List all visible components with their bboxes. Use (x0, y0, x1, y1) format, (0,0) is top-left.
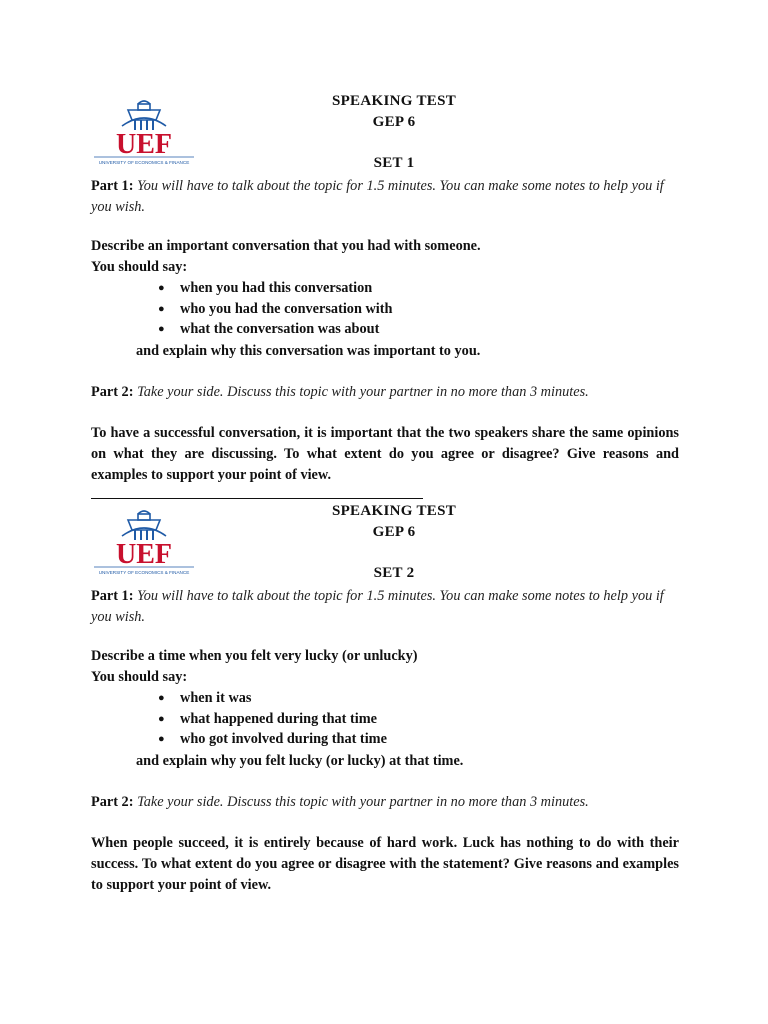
part1-text: You will have to talk about the topic for 1.5 minutes. You can make some notes to help you if you wish. (91, 178, 664, 215)
list-item: ● when you had this conversation (158, 278, 393, 299)
part1-label: Part 1: (91, 178, 134, 194)
part1-instruction (91, 176, 679, 217)
discussion-question: When people succeed, it is entirely because of hard work. Luck has nothing to do with their success. To what extent do you agree or disagree with the statement? Give reasons and examples to support your point of view. (91, 835, 679, 893)
should-say-label: You should say: (91, 259, 188, 275)
should-say-label: You should say: (91, 669, 188, 685)
topic-bullets (158, 688, 387, 750)
list-item: ● what the conversation was about (158, 319, 393, 340)
test-subtitle: GEP 6 (372, 114, 416, 130)
list-item: ● what happened during that time (158, 709, 387, 730)
discussion-question: To have a successful conversation, it is important that the two speakers share the same opinions on what they are discussing. To what extent do you agree or disagree? Give reasons and examples to support your point of view. (91, 425, 679, 483)
test-subtitle: GEP 6 (372, 524, 416, 540)
part2-text: Take your side. Discuss this topic with your partner in no more than 3 minutes. (137, 794, 589, 810)
part1-label: Part 1: (91, 588, 134, 604)
explain-line: and explain why you felt lucky (or lucky) at that time. (136, 753, 464, 769)
test-title: SPEAKING TEST (331, 503, 457, 519)
part2-label: Part 2: (91, 384, 134, 400)
topic-bullets (158, 278, 393, 340)
list-item: ● who got involved during that time (158, 729, 387, 750)
test-title: SPEAKING TEST (331, 93, 457, 109)
part2-instruction (91, 382, 679, 403)
part1-text: You will have to talk about the topic for 1.5 minutes. You can make some notes to help you if you wish. (91, 588, 664, 625)
explain-line: and explain why this conversation was important to you. (136, 343, 481, 359)
section-divider (91, 498, 423, 499)
set-label: SET 2 (373, 565, 415, 581)
part2-label: Part 2: (91, 794, 134, 810)
part1-instruction (91, 586, 679, 627)
topic-prompt: Describe an important conversation that you had with someone. (91, 238, 481, 254)
logo-letters: UEF (116, 539, 172, 570)
set-label: SET 1 (373, 155, 415, 171)
list-item: ● who you had the conversation with (158, 299, 393, 320)
logo-letters: UEF (116, 129, 172, 160)
logo-caption: UNIVERSITY OF ECONOMICS & FINANCE (98, 570, 190, 575)
list-item: ● when it was (158, 688, 387, 709)
part2-text: Take your side. Discuss this topic with your partner in no more than 3 minutes. (137, 384, 589, 400)
part2-instruction (91, 792, 679, 813)
topic-prompt: Describe a time when you felt very lucky (or unlucky) (91, 648, 418, 664)
logo-caption: UNIVERSITY OF ECONOMICS & FINANCE (98, 160, 190, 165)
